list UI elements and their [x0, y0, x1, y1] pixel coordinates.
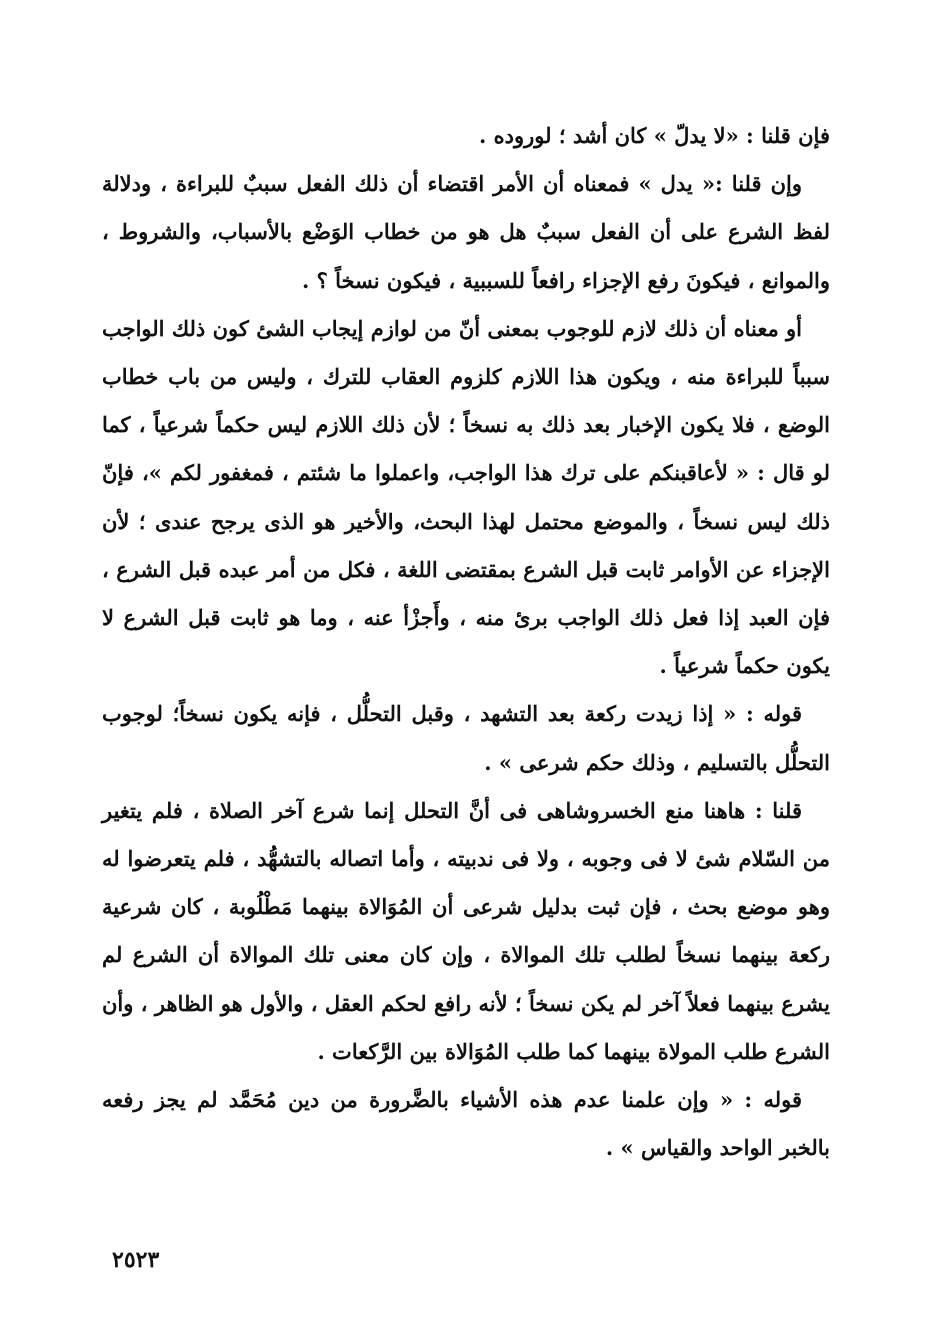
paragraph-2: وإن قلنا :« يدل » فمعناه أن الأمر اقتضاء أن ذلك الفعل سببٌ للبراءة ، ودلالة لفظ الشرع على أن الفعل سببٌ هل هو من خطاب الوَضْع بالأسباب، والشروط ، والموانع ، فيكونَ رفع الإجزاء رافعاً للسببية ، فيكون نسخاً ؟ . — [102, 171, 830, 293]
paragraph-6: قوله : « وإن علمنا عدم هذه الأشياء بالضَّرورة من دين مُحَمَّد لم يجز رفعه بالخبر الواحد والقياس » . — [102, 1087, 830, 1161]
paragraph-1: فإن قلنا : «لا يدلّ » كان أشد ؛ لوروده . — [479, 123, 830, 148]
paragraph-5: قلنا : هاهنا منع الخسروشاهى فى أنَّ التحلل إنما شرع آخر الصلاة ، فلم يتغير من السّلام شئ لا فى وجوبه ، ولا فى ندبيته ، وأما اتصاله بالتشهُّد ، فلم يتعرضوا له وهو موضع بحث ، فإن ثبت بدليل شرعى أن المُوَالاة بينهما مَطْلُوبة ، كان شرعية ركعة بينهما نسخاً لطلب تلك الموالاة ، وإن كان معنى تلك الموالاة أن الشرع لم يشرع بينهما فعلاً آخر لم يكن نسخاً ؛ لأنه رافع لحكم العقل ، والأول هو الظاهر ، وأن الشرع طلب المولاة بينهما كما طلب المُوَالاة بين الرَّكعات . — [102, 797, 830, 1064]
paragraph-4: قوله : « إذا زيدت ركعة بعد التشهد ، وقبل التحلُّل ، فإنه يكون نسخاً؛ لوجوب التحلُّل بالتسليم ، وذلك حكم شرعى » . — [102, 701, 830, 775]
page-number: ٢٥٢٣ — [112, 1247, 160, 1273]
page-body-text — [102, 112, 830, 1172]
paragraph-3: أو معناه أن ذلك لازم للوجوب بمعنى أنّ من لوازم إيجاب الشئ كون ذلك الواجب سبباً للبراءة منه ، ويكون هذا اللازم كلزوم العقاب للترك ، وليس من باب خطاب الوضع ، فلا يكون الإخبار بعد ذلك به نسخاً ؛ لأن ذلك اللازم ليس حكماً شرعياً ، كما لو قال : « لأعاقبنكم على ترك هذا الواجب، واعملوا ما شئتم ، فمغفور لكم »، فإنّ ذلك ليس نسخاً ، والموضع محتمل لهذا البحث، والأخير هو الذى يرجح عندى ؛ لأن الإجزاء عن الأوامر ثابت قبل الشرع بمقتضى اللغة ، فكل من أمر عبده قبل الشرع ، فإن العبد إذا فعل ذلك الواجب برئ منه ، وأَجزْأ عنه ، وما هو ثابت قبل الشرع لا يكون حكماً شرعياً . — [102, 315, 830, 679]
